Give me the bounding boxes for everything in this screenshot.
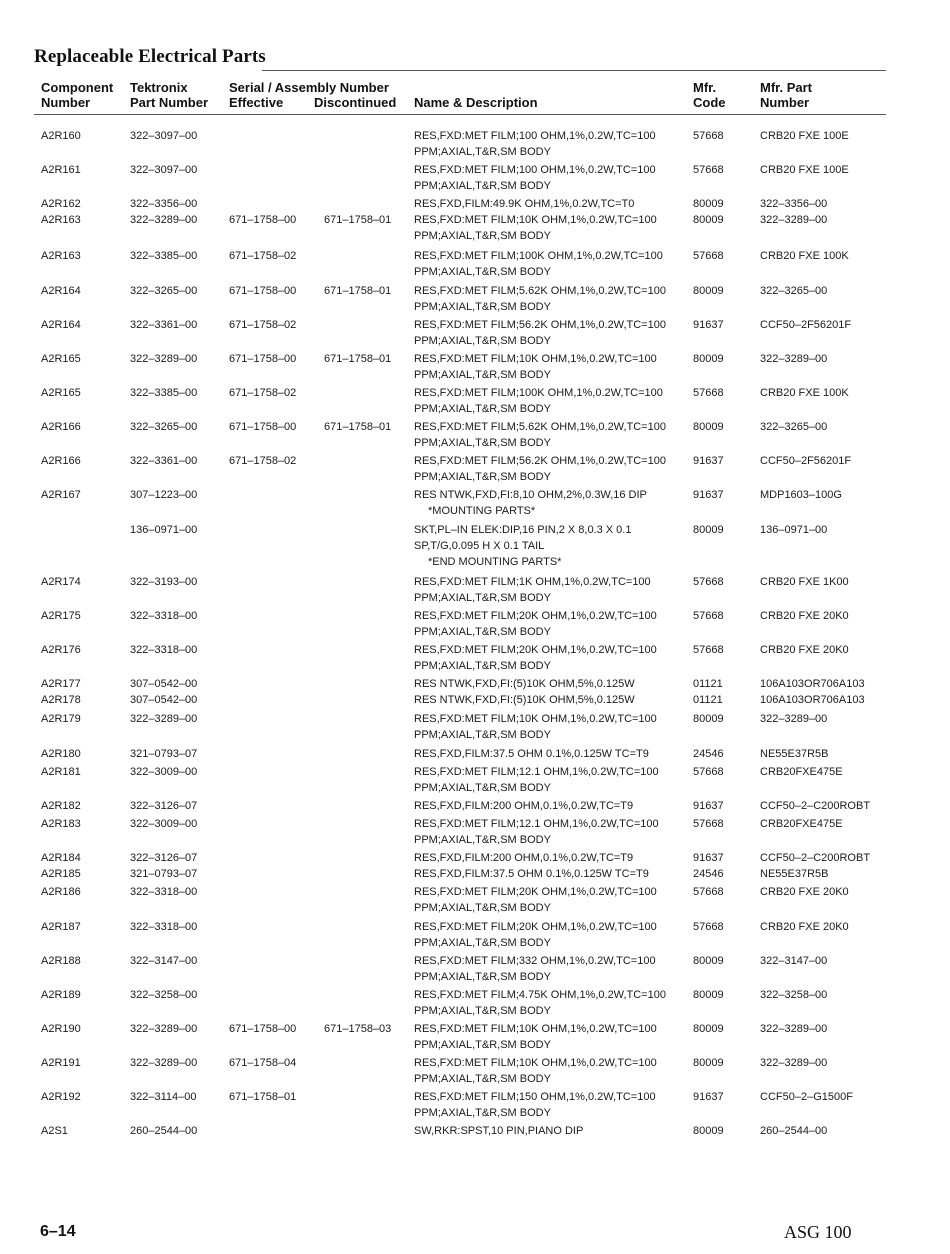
component-number: A2R179 xyxy=(41,713,81,725)
table-row xyxy=(0,453,950,483)
mfr-part-number: CRB20 FXE 20K0 xyxy=(760,886,849,898)
header-serial: Serial / Assembly Number xyxy=(229,80,389,95)
name-description xyxy=(414,884,657,916)
table-row xyxy=(0,1021,950,1051)
description-line: RES,FXD:MET FILM;20K OHM,1%,0.2W,TC=100 xyxy=(414,610,657,622)
name-description xyxy=(414,764,659,796)
tektronix-part-number: 322–3097–00 xyxy=(130,164,198,176)
mfr-code: 91637 xyxy=(693,852,724,864)
description-line: RES,FXD,FILM:49.9K OHM,1%,0.2W,TC=T0 xyxy=(414,198,635,210)
name-description xyxy=(414,850,633,866)
mfr-code: 91637 xyxy=(693,489,724,501)
name-description xyxy=(414,919,657,951)
header-component xyxy=(41,80,113,110)
mfr-part-number: 322–3265–00 xyxy=(760,421,828,433)
component-number: A2R186 xyxy=(41,886,81,898)
header-mfr-code xyxy=(693,80,726,110)
description-line: RES,FXD:MET FILM;150 OHM,1%,0.2W,TC=100 xyxy=(414,1091,656,1103)
mfr-code: 80009 xyxy=(693,955,724,967)
description-line: RES,FXD:MET FILM;20K OHM,1%,0.2W,TC=100 xyxy=(414,644,657,656)
description-line: PPM;AXIAL,T&R,SM BODY xyxy=(414,180,551,192)
serial-effective: 671–1758–00 xyxy=(229,214,297,226)
description-line: PPM;AXIAL,T&R,SM BODY xyxy=(414,660,551,672)
name-description xyxy=(414,866,649,882)
mfr-part-number: CRB20 FXE 20K0 xyxy=(760,644,849,656)
table-row xyxy=(0,574,950,604)
component-number: A2R162 xyxy=(41,198,81,210)
name-description xyxy=(414,676,635,692)
description-line: PPM;AXIAL,T&R,SM BODY xyxy=(414,782,551,794)
tektronix-part-number: 322–3114–00 xyxy=(130,1091,197,1103)
description-line: PPM;AXIAL,T&R,SM BODY xyxy=(414,626,551,638)
description-line: RES,FXD:MET FILM;4.75K OHM,1%,0.2W,TC=100 xyxy=(414,989,666,1001)
description-line: RES,FXD:MET FILM;56.2K OHM,1%,0.2W,TC=100 xyxy=(414,455,666,467)
mfr-code: 24546 xyxy=(693,748,724,760)
mfr-code: 57668 xyxy=(693,818,724,830)
table-row xyxy=(0,128,950,158)
header-mfr-code-line1: Mfr. xyxy=(693,80,717,95)
table-row xyxy=(0,212,950,242)
mfr-code: 80009 xyxy=(693,214,724,226)
header-tektronix xyxy=(130,80,208,110)
header-discontinued: Discontinued xyxy=(314,95,397,110)
serial-effective: 671–1758–00 xyxy=(229,353,297,365)
mfr-code: 91637 xyxy=(693,800,724,812)
mfr-code: 80009 xyxy=(693,198,724,210)
description-line: PPM;AXIAL,T&R,SM BODY xyxy=(414,437,551,449)
tektronix-part-number: 322–3147–00 xyxy=(130,955,198,967)
tektronix-part-number: 307–0542–00 xyxy=(130,694,198,706)
mfr-part-number: CRB20 FXE 100E xyxy=(760,130,849,142)
component-number: A2R167 xyxy=(41,489,81,501)
page-title: Replaceable Electrical Parts xyxy=(34,46,266,67)
tektronix-part-number: 322–3265–00 xyxy=(130,421,198,433)
table-row xyxy=(0,711,950,741)
name-description xyxy=(414,711,657,743)
name-description xyxy=(414,987,666,1019)
serial-discontinued: 671–1758–01 xyxy=(324,214,392,226)
mfr-part-number: CRB20FXE475E xyxy=(760,766,843,778)
component-number: A2R180 xyxy=(41,748,81,760)
mfr-code: 80009 xyxy=(693,285,724,297)
title-rule xyxy=(262,70,886,71)
tektronix-part-number: 322–3126–07 xyxy=(130,800,198,812)
component-number: A2R188 xyxy=(41,955,81,967)
description-line: RES,FXD,FILM:37.5 OHM 0.1%,0.125W TC=T9 xyxy=(414,868,649,880)
serial-effective: 671–1758–01 xyxy=(229,1091,297,1103)
component-number: A2R174 xyxy=(41,576,81,588)
description-line: RES,FXD:MET FILM;5.62K OHM,1%,0.2W,TC=100 xyxy=(414,421,666,433)
name-description xyxy=(414,487,647,519)
description-line: RES,FXD:MET FILM;10K OHM,1%,0.2W,TC=100 xyxy=(414,1023,657,1035)
description-line: RES,FXD:MET FILM;20K OHM,1%,0.2W,TC=100 xyxy=(414,886,657,898)
mfr-part-number: NE55E37R5B xyxy=(760,868,829,880)
component-number: A2R177 xyxy=(41,678,81,690)
component-number: A2R165 xyxy=(41,387,81,399)
mfr-part-number: 322–3265–00 xyxy=(760,285,828,297)
table-row xyxy=(0,419,950,449)
mfr-part-number: CRB20 FXE 100E xyxy=(760,164,849,176)
table-row xyxy=(0,1123,950,1149)
component-number: A2S1 xyxy=(41,1125,68,1137)
page-number: 6–14 xyxy=(40,1223,76,1240)
description-line: PPM;AXIAL,T&R,SM BODY xyxy=(414,729,551,741)
table-row xyxy=(0,764,950,794)
mounting-note: *END MOUNTING PARTS* xyxy=(428,556,562,568)
serial-effective: 671–1758–02 xyxy=(229,455,297,467)
mfr-part-number: 322–3147–00 xyxy=(760,955,828,967)
mfr-part-number: 322–3258–00 xyxy=(760,989,828,1001)
mfr-part-number: CRB20 FXE 100K xyxy=(760,387,849,399)
tektronix-part-number: 136–0971–00 xyxy=(130,524,198,536)
mfr-part-number: CRB20 FXE 20K0 xyxy=(760,610,849,622)
component-number: A2R182 xyxy=(41,800,81,812)
serial-effective: 671–1758–02 xyxy=(229,387,297,399)
mfr-code: 57668 xyxy=(693,250,724,262)
tektronix-part-number: 307–1223–00 xyxy=(130,489,198,501)
tektronix-part-number: 322–3289–00 xyxy=(130,353,198,365)
description-line: PPM;AXIAL,T&R,SM BODY xyxy=(414,403,551,415)
component-number: A2R178 xyxy=(41,694,81,706)
mfr-part-number: CRB20 FXE 1K00 xyxy=(760,576,849,588)
tektronix-part-number: 322–3258–00 xyxy=(130,989,198,1001)
component-number: A2R163 xyxy=(41,214,81,226)
tektronix-part-number: 322–3009–00 xyxy=(130,818,198,830)
serial-discontinued: 671–1758–01 xyxy=(324,353,392,365)
mfr-part-number: CCF50–2F56201F xyxy=(760,455,852,467)
mfr-code: 57668 xyxy=(693,576,724,588)
header-tektronix-line1: Tektronix xyxy=(130,80,188,95)
component-number: A2R166 xyxy=(41,421,81,433)
component-number: A2R185 xyxy=(41,868,81,880)
description-line: PPM;AXIAL,T&R,SM BODY xyxy=(414,266,551,278)
serial-effective: 671–1758–04 xyxy=(229,1057,297,1069)
header-effective: Effective xyxy=(229,95,284,110)
name-description xyxy=(414,746,649,762)
tektronix-part-number: 322–3289–00 xyxy=(130,1057,198,1069)
name-description xyxy=(414,608,657,640)
table-row xyxy=(0,987,950,1017)
serial-discontinued: 671–1758–01 xyxy=(324,421,392,433)
name-description xyxy=(414,642,657,674)
header-component-line1: Component xyxy=(41,80,114,95)
component-number: A2R160 xyxy=(41,130,81,142)
mfr-code: 01121 xyxy=(693,678,723,690)
mfr-code: 80009 xyxy=(693,1023,724,1035)
name-description xyxy=(414,196,634,212)
mfr-code: 57668 xyxy=(693,886,724,898)
component-number: A2R192 xyxy=(41,1091,81,1103)
mfr-part-number: NE55E37R5B xyxy=(760,748,829,760)
tektronix-part-number: 322–3289–00 xyxy=(130,1023,198,1035)
description-line: RES NTWK,FXD,FI:8,10 OHM,2%,0.3W,16 DIP xyxy=(414,489,647,501)
mfr-part-number: CRB20 FXE 100K xyxy=(760,250,849,262)
description-line: PPM;AXIAL,T&R,SM BODY xyxy=(414,1039,551,1051)
tektronix-part-number: 321–0793–07 xyxy=(130,748,198,760)
mfr-code: 57668 xyxy=(693,130,724,142)
mfr-part-number: 322–3289–00 xyxy=(760,1057,828,1069)
header-mfr-part-line2: Number xyxy=(760,95,810,110)
table-row xyxy=(0,283,950,313)
name-description xyxy=(414,1055,657,1087)
header-rule xyxy=(34,114,886,115)
description-line: RES,FXD:MET FILM;100K OHM,1%,0.2W,TC=100 xyxy=(414,387,663,399)
description-line: PPM;AXIAL,T&R,SM BODY xyxy=(414,1107,551,1119)
description-line: PPM;AXIAL,T&R,SM BODY xyxy=(414,146,551,158)
name-description xyxy=(414,816,659,848)
table-row xyxy=(0,522,950,568)
description-line: SKT,PL–IN ELEK:DIP,16 PIN,2 X 8,0.3 X 0.1 xyxy=(414,524,632,536)
mfr-code: 80009 xyxy=(693,421,724,433)
table-row xyxy=(0,919,950,949)
description-line: PPM;AXIAL,T&R,SM BODY xyxy=(414,369,551,381)
tektronix-part-number: 322–3289–00 xyxy=(130,214,198,226)
serial-effective: 671–1758–00 xyxy=(229,421,297,433)
description-line: RES,FXD:MET FILM;1K OHM,1%,0.2W,TC=100 xyxy=(414,576,651,588)
description-line: PPM;AXIAL,T&R,SM BODY xyxy=(414,301,551,313)
description-line: PPM;AXIAL,T&R,SM BODY xyxy=(414,592,551,604)
description-line: RES,FXD,FILM:200 OHM,0.1%,0.2W,TC=T9 xyxy=(414,800,634,812)
mfr-part-number: 322–3289–00 xyxy=(760,214,828,226)
tektronix-part-number: 322–3289–00 xyxy=(130,713,198,725)
component-number: A2R166 xyxy=(41,455,81,467)
table-row xyxy=(0,248,950,278)
name-description xyxy=(414,128,656,160)
table-row xyxy=(0,351,950,381)
header-mfr-part xyxy=(760,80,812,110)
mfr-part-number: CRB20 FXE 20K0 xyxy=(760,921,849,933)
mfr-part-number: 106A103OR706A103 xyxy=(760,678,865,690)
description-line: PPM;AXIAL,T&R,SM BODY xyxy=(414,335,551,347)
description-line: RES,FXD:MET FILM;12.1 OHM,1%,0.2W,TC=100 xyxy=(414,818,659,830)
description-line: RES,FXD:MET FILM;100 OHM,1%,0.2W,TC=100 xyxy=(414,130,656,142)
serial-discontinued: 671–1758–03 xyxy=(324,1023,392,1035)
name-description xyxy=(414,317,666,349)
serial-effective: 671–1758–00 xyxy=(229,285,297,297)
description-line: PPM;AXIAL,T&R,SM BODY xyxy=(414,1005,551,1017)
component-number: A2R187 xyxy=(41,921,81,933)
tektronix-part-number: 322–3126–07 xyxy=(130,852,198,864)
description-line: RES,FXD:MET FILM;56.2K OHM,1%,0.2W,TC=100 xyxy=(414,319,666,331)
description-line: SW,RKR:SPST,10 PIN,PIANO DIP xyxy=(414,1125,584,1137)
name-description xyxy=(414,162,656,194)
mfr-code: 57668 xyxy=(693,387,724,399)
name-description xyxy=(414,283,666,315)
serial-effective: 671–1758–02 xyxy=(229,250,297,262)
description-line: RES,FXD:MET FILM;12.1 OHM,1%,0.2W,TC=100 xyxy=(414,766,659,778)
mfr-part-number: 322–3289–00 xyxy=(760,353,828,365)
mfr-part-number: CCF50–2–C200ROBT xyxy=(760,800,871,812)
name-description xyxy=(414,522,631,570)
description-line: RES,FXD:MET FILM;20K OHM,1%,0.2W,TC=100 xyxy=(414,921,657,933)
description-line: RES,FXD:MET FILM;332 OHM,1%,0.2W,TC=100 xyxy=(414,955,656,967)
mfr-code: 80009 xyxy=(693,989,724,1001)
table-row xyxy=(0,608,950,638)
mfr-code: 80009 xyxy=(693,713,724,725)
header-mfr-part-line1: Mfr. Part xyxy=(760,80,813,95)
mfr-part-number: 106A103OR706A103 xyxy=(760,694,865,706)
table-row xyxy=(0,816,950,846)
tektronix-part-number: 322–3385–00 xyxy=(130,387,198,399)
description-line: RES,FXD:MET FILM;100K OHM,1%,0.2W,TC=100 xyxy=(414,250,663,262)
mfr-code: 57668 xyxy=(693,164,724,176)
manual-name: ASG 100 xyxy=(784,1222,852,1242)
mfr-part-number: 322–3356–00 xyxy=(760,198,828,210)
component-number: A2R164 xyxy=(41,319,81,331)
mfr-part-number: CCF50–2F56201F xyxy=(760,319,852,331)
name-description xyxy=(414,1021,657,1053)
tektronix-part-number: 322–3356–00 xyxy=(130,198,198,210)
description-line: SP,T/G,0.095 H X 0.1 TAIL xyxy=(414,540,545,552)
component-number: A2R184 xyxy=(41,852,81,864)
description-line: RES,FXD:MET FILM;5.62K OHM,1%,0.2W,TC=100 xyxy=(414,285,666,297)
name-description xyxy=(414,574,651,606)
component-number: A2R175 xyxy=(41,610,81,622)
mfr-code: 57668 xyxy=(693,644,724,656)
mfr-part-number: 322–3289–00 xyxy=(760,713,828,725)
component-number: A2R161 xyxy=(41,164,81,176)
mfr-part-number: CCF50–2–G1500F xyxy=(760,1091,853,1103)
mounting-note: *MOUNTING PARTS* xyxy=(428,505,536,517)
description-line: PPM;AXIAL,T&R,SM BODY xyxy=(414,471,551,483)
tektronix-part-number: 321–0793–07 xyxy=(130,868,198,880)
description-line: RES,FXD,FILM:200 OHM,0.1%,0.2W,TC=T9 xyxy=(414,852,634,864)
component-number: A2R165 xyxy=(41,353,81,365)
table-row xyxy=(0,385,950,415)
tektronix-part-number: 307–0542–00 xyxy=(130,678,198,690)
description-line: PPM;AXIAL,T&R,SM BODY xyxy=(414,902,551,914)
header-mfr-code-line2: Code xyxy=(693,95,726,110)
tektronix-part-number: 322–3318–00 xyxy=(130,886,198,898)
description-line: RES,FXD:MET FILM;100 OHM,1%,0.2W,TC=100 xyxy=(414,164,656,176)
mfr-code: 91637 xyxy=(693,455,724,467)
mfr-part-number: MDP1603–100G xyxy=(760,489,842,501)
tektronix-part-number: 322–3265–00 xyxy=(130,285,198,297)
description-line: PPM;AXIAL,T&R,SM BODY xyxy=(414,230,551,242)
description-line: RES,FXD:MET FILM;10K OHM,1%,0.2W,TC=100 xyxy=(414,713,657,725)
name-description xyxy=(414,798,633,814)
component-number: A2R164 xyxy=(41,285,81,297)
table-row xyxy=(0,953,950,983)
mfr-part-number: CRB20FXE475E xyxy=(760,818,843,830)
header-component-line2: Number xyxy=(41,95,91,110)
table-row xyxy=(0,317,950,347)
table-row xyxy=(0,642,950,672)
serial-effective: 671–1758–02 xyxy=(229,319,297,331)
mfr-part-number: 260–2544–00 xyxy=(760,1125,828,1137)
description-line: RES,FXD:MET FILM;10K OHM,1%,0.2W,TC=100 xyxy=(414,214,657,226)
description-line: RES NTWK,FXD,FI:(5)10K OHM,5%,0.125W xyxy=(414,678,635,690)
description-line: PPM;AXIAL,T&R,SM BODY xyxy=(414,971,551,983)
tektronix-part-number: 322–3193–00 xyxy=(130,576,198,588)
description-line: RES,FXD,FILM:37.5 OHM 0.1%,0.125W TC=T9 xyxy=(414,748,649,760)
component-number: A2R181 xyxy=(41,766,81,778)
component-number: A2R191 xyxy=(41,1057,81,1069)
description-line: RES,FXD:MET FILM;10K OHM,1%,0.2W,TC=100 xyxy=(414,1057,657,1069)
name-description xyxy=(414,453,666,485)
serial-discontinued: 671–1758–01 xyxy=(324,285,392,297)
mfr-code: 01121 xyxy=(693,694,723,706)
tektronix-part-number: 322–3361–00 xyxy=(130,319,198,331)
description-line: PPM;AXIAL,T&R,SM BODY xyxy=(414,1073,551,1085)
mfr-code: 91637 xyxy=(693,319,724,331)
tektronix-part-number: 322–3318–00 xyxy=(130,644,198,656)
name-description xyxy=(414,385,663,417)
mfr-code: 80009 xyxy=(693,524,724,536)
description-line: PPM;AXIAL,T&R,SM BODY xyxy=(414,937,551,949)
name-description xyxy=(414,1123,583,1139)
mfr-part-number: 136–0971–00 xyxy=(760,524,828,536)
table-row xyxy=(0,1089,950,1119)
mfr-code: 24546 xyxy=(693,868,724,880)
tektronix-part-number: 322–3318–00 xyxy=(130,610,198,622)
tektronix-part-number: 322–3385–00 xyxy=(130,250,198,262)
mfr-part-number: CCF50–2–C200ROBT xyxy=(760,852,871,864)
tektronix-part-number: 322–3097–00 xyxy=(130,130,198,142)
component-number: A2R189 xyxy=(41,989,81,1001)
mfr-code: 80009 xyxy=(693,353,724,365)
name-description xyxy=(414,1089,656,1121)
name-description xyxy=(414,692,635,708)
name-description xyxy=(414,248,663,280)
serial-effective: 671–1758–00 xyxy=(229,1023,297,1035)
mfr-code: 57668 xyxy=(693,921,724,933)
component-number: A2R163 xyxy=(41,250,81,262)
name-description xyxy=(414,419,666,451)
description-line: PPM;AXIAL,T&R,SM BODY xyxy=(414,834,551,846)
header-tektronix-line2: Part Number xyxy=(130,95,209,110)
mfr-code: 57668 xyxy=(693,766,724,778)
name-description xyxy=(414,351,657,383)
tektronix-part-number: 322–3318–00 xyxy=(130,921,198,933)
component-number: A2R190 xyxy=(41,1023,81,1035)
mfr-part-number: 322–3289–00 xyxy=(760,1023,828,1035)
tektronix-part-number: 322–3009–00 xyxy=(130,766,198,778)
component-number: A2R183 xyxy=(41,818,81,830)
component-number: A2R176 xyxy=(41,644,81,656)
name-description xyxy=(414,953,656,985)
table-row xyxy=(0,487,950,517)
tektronix-part-number: 260–2544–00 xyxy=(130,1125,198,1137)
mfr-code: 80009 xyxy=(693,1125,724,1137)
description-line: RES NTWK,FXD,FI:(5)10K OHM,5%,0.125W xyxy=(414,694,635,706)
header-description: Name & Description xyxy=(414,95,538,110)
mfr-code: 80009 xyxy=(693,1057,724,1069)
description-line: RES,FXD:MET FILM;10K OHM,1%,0.2W,TC=100 xyxy=(414,353,657,365)
mfr-code: 91637 xyxy=(693,1091,724,1103)
name-description xyxy=(414,212,657,244)
table-row xyxy=(0,884,950,914)
mfr-code: 57668 xyxy=(693,610,724,622)
table-row xyxy=(0,1055,950,1085)
table-row xyxy=(0,162,950,192)
tektronix-part-number: 322–3361–00 xyxy=(130,455,198,467)
